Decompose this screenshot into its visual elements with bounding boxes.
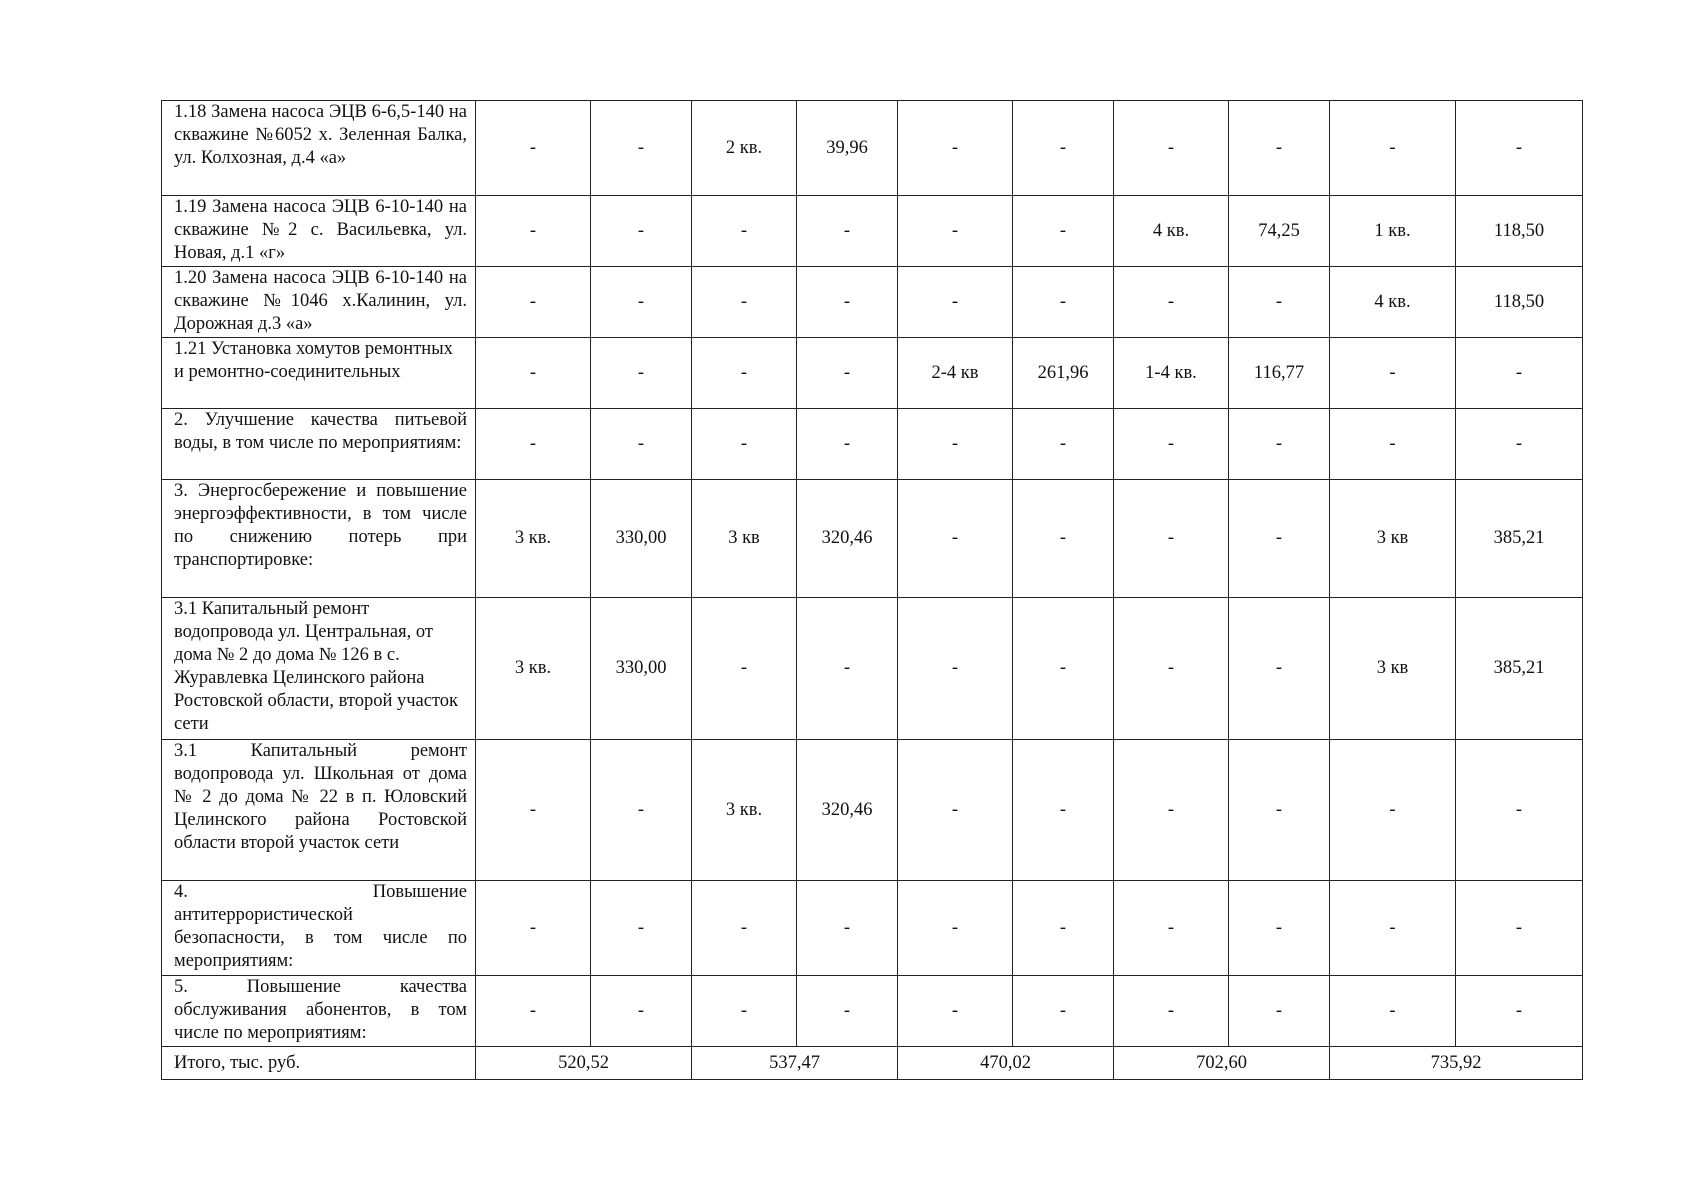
table-cell: - — [476, 196, 591, 267]
table-cell: 116,77 — [1229, 338, 1330, 409]
measure-description: 1.21 Установка хомутов ремонтных и ремонтно-соединительных — [162, 338, 476, 409]
measure-description: 4. Повышение антитеррористической безопасности, в том числе по мероприятиям: — [162, 881, 476, 976]
table-cell: - — [1330, 976, 1456, 1047]
table-cell: - — [1330, 101, 1456, 196]
table-cell: - — [1013, 267, 1114, 338]
table-cell: 3 кв. — [692, 740, 797, 881]
total-value: 537,47 — [692, 1047, 898, 1080]
table-cell: - — [1330, 338, 1456, 409]
table-cell: - — [1114, 480, 1229, 598]
table-cell: - — [1330, 409, 1456, 480]
table-row — [162, 976, 1583, 1047]
table-cell: 118,50 — [1456, 267, 1583, 338]
table-cell: - — [1114, 409, 1229, 480]
table-cell: - — [898, 409, 1013, 480]
table-cell: - — [591, 740, 692, 881]
table-cell: - — [1456, 101, 1583, 196]
table-cell: - — [692, 267, 797, 338]
table-cell: 261,96 — [1013, 338, 1114, 409]
table-cell: - — [898, 598, 1013, 740]
table-cell: - — [591, 101, 692, 196]
table-cell: 330,00 — [591, 480, 692, 598]
table-cell: - — [898, 101, 1013, 196]
total-row — [162, 1047, 1583, 1080]
table-cell: 3 кв — [692, 480, 797, 598]
table-cell: 3 кв. — [476, 480, 591, 598]
table-cell: - — [1456, 740, 1583, 881]
table-row — [162, 409, 1583, 480]
total-value: 520,52 — [476, 1047, 692, 1080]
table-cell: - — [476, 740, 591, 881]
table-cell: - — [797, 338, 898, 409]
table-cell: - — [591, 976, 692, 1047]
table-row — [162, 196, 1583, 267]
investment-plan-table — [161, 100, 1583, 1080]
measure-description: 5. Повышение качества обслуживания абонентов, в том числе по мероприятиям: — [162, 976, 476, 1047]
table-cell: - — [797, 598, 898, 740]
total-value: 735,92 — [1330, 1047, 1583, 1080]
table-cell: 385,21 — [1456, 480, 1583, 598]
table-cell: - — [1114, 881, 1229, 976]
table-cell: - — [797, 881, 898, 976]
table-cell: - — [1013, 409, 1114, 480]
table-cell: - — [1013, 196, 1114, 267]
table-cell: - — [1013, 101, 1114, 196]
table-cell: - — [1229, 480, 1330, 598]
table-cell: - — [476, 881, 591, 976]
table-cell: - — [1456, 409, 1583, 480]
measure-description: 3.1 Капитальный ремонт водопровода ул. Школьная от дома № 2 до дома № 22 в п. Юловский Целинского района Ростовской области второй участок сети — [162, 740, 476, 881]
table-cell: 3 кв — [1330, 480, 1456, 598]
table-cell: 320,46 — [797, 480, 898, 598]
table-cell: - — [692, 196, 797, 267]
table-cell: - — [692, 976, 797, 1047]
table-cell: 2 кв. — [692, 101, 797, 196]
table-cell: - — [1229, 598, 1330, 740]
table-cell: - — [692, 881, 797, 976]
table-cell: - — [591, 409, 692, 480]
table-cell: - — [1229, 101, 1330, 196]
measure-description: 3. Энергосбережение и повышение энергоэффективности, в том числе по снижению потерь при транспортировке: — [162, 480, 476, 598]
table-row — [162, 267, 1583, 338]
measure-description: 1.20 Замена насоса ЭЦВ 6-10-140 на скважине №1046 х.Калинин, ул. Дорожная д.3 «а» — [162, 267, 476, 338]
table-row — [162, 598, 1583, 740]
table-cell: - — [797, 196, 898, 267]
table-cell: - — [591, 267, 692, 338]
table-cell: - — [1330, 740, 1456, 881]
table-cell: - — [1114, 976, 1229, 1047]
table-cell: - — [898, 881, 1013, 976]
table-cell: 4 кв. — [1330, 267, 1456, 338]
table-cell: - — [1114, 267, 1229, 338]
table-cell: - — [692, 338, 797, 409]
table-cell: 385,21 — [1456, 598, 1583, 740]
table-cell: - — [591, 881, 692, 976]
table-cell: - — [1114, 740, 1229, 881]
table-cell: - — [1456, 881, 1583, 976]
table-row — [162, 881, 1583, 976]
table-cell: - — [898, 480, 1013, 598]
table-cell: - — [1456, 976, 1583, 1047]
table-cell: 330,00 — [591, 598, 692, 740]
table-cell: 320,46 — [797, 740, 898, 881]
table-cell: - — [692, 409, 797, 480]
table-cell: - — [476, 409, 591, 480]
table-cell: - — [1114, 101, 1229, 196]
table-row — [162, 740, 1583, 881]
measure-description: 2. Улучшение качества питьевой воды, в том числе по мероприятиям: — [162, 409, 476, 480]
table-cell: - — [898, 267, 1013, 338]
total-label: Итого, тыс. руб. — [162, 1047, 476, 1080]
table-cell: - — [692, 598, 797, 740]
table-cell: - — [591, 338, 692, 409]
table-cell: - — [1013, 976, 1114, 1047]
table-cell: - — [1229, 976, 1330, 1047]
table-cell: 1-4 кв. — [1114, 338, 1229, 409]
measure-description: 1.19 Замена насоса ЭЦВ 6-10-140 на скважине №2 с. Васильевка, ул. Новая, д.1 «г» — [162, 196, 476, 267]
table-cell: - — [1229, 740, 1330, 881]
table-cell: - — [1330, 881, 1456, 976]
table-cell: 4 кв. — [1114, 196, 1229, 267]
table-cell: - — [898, 740, 1013, 881]
table-cell: - — [797, 409, 898, 480]
table-row — [162, 480, 1583, 598]
table-cell: - — [1013, 598, 1114, 740]
table-cell: - — [591, 196, 692, 267]
table-cell: - — [1229, 409, 1330, 480]
table-cell: 3 кв. — [476, 598, 591, 740]
table-cell: - — [476, 976, 591, 1047]
table-cell: 1 кв. — [1330, 196, 1456, 267]
table-row — [162, 338, 1583, 409]
table-cell: - — [797, 976, 898, 1047]
total-value: 702,60 — [1114, 1047, 1330, 1080]
table-cell: 2-4 кв — [898, 338, 1013, 409]
table-cell: - — [1114, 598, 1229, 740]
table-body — [162, 101, 1583, 1080]
table-cell: - — [476, 101, 591, 196]
table-cell: - — [1013, 740, 1114, 881]
table-cell: 39,96 — [797, 101, 898, 196]
table-row — [162, 101, 1583, 196]
table-cell: - — [797, 267, 898, 338]
table-cell: - — [476, 338, 591, 409]
table-cell: - — [1013, 480, 1114, 598]
table-cell: - — [476, 267, 591, 338]
table-cell: 74,25 — [1229, 196, 1330, 267]
measure-description: 3.1 Капитальный ремонт водопровода ул. Центральная, от дома № 2 до дома № 126 в с. Журавлевка Целинского района Ростовской области, второй участок сети — [162, 598, 476, 740]
table-cell: - — [1229, 881, 1330, 976]
measure-description: 1.18 Замена насоса ЭЦВ 6-6,5-140 на скважине №6052 х. Зеленная Балка, ул. Колхозная, д.4 «а» — [162, 101, 476, 196]
table-cell: - — [898, 976, 1013, 1047]
table-cell: 3 кв — [1330, 598, 1456, 740]
total-value: 470,02 — [898, 1047, 1114, 1080]
table-cell: - — [1229, 267, 1330, 338]
table-cell: - — [1013, 881, 1114, 976]
table-cell: - — [898, 196, 1013, 267]
table-cell: - — [1456, 338, 1583, 409]
table-cell: 118,50 — [1456, 196, 1583, 267]
